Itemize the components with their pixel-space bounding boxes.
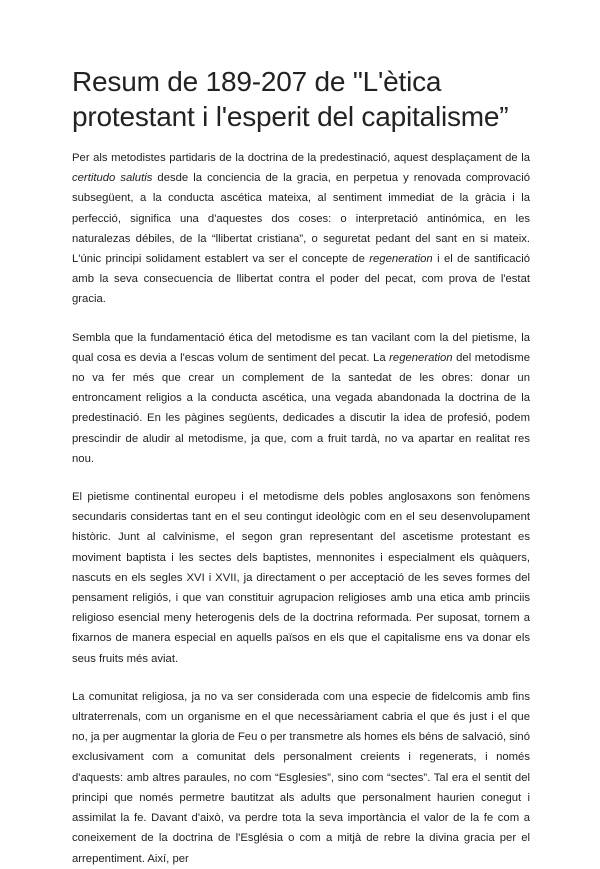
title-line-1: Resum de 189-207 de "L'ètica bbox=[72, 66, 442, 97]
text-run: i el de santificació amb la seva consecuencia de llibertat contra el poder del pecat, com prova de l'estat gracia. bbox=[72, 253, 530, 306]
paragraph bbox=[72, 487, 530, 669]
paragraph bbox=[72, 148, 530, 310]
title-line-2: protestant i l'esperit del capitalisme” bbox=[72, 101, 509, 132]
text-run: El pietisme continental europeu i el metodisme dels pobles anglosaxons son fenòmens secundaris considertas tant en el seu contingut ideològic com en el seu desenvolupament històric. Junt al calvinisme, el segon gran representant del ascetisme protestant es moviment baptista i les sectes dels baptistes, mennonites i especialment els quàquers, nascuts en els segles XVI i XVII, ja directament o per acceptació de les seves formes del pensament religiós, i que van constituir agrupacion religioses amb una etica amb princiis religioso esencial meny heterogenis dels de la doctrina reformada. Per suposat, tornem a fixarnos de manera especial en aquells països en els que el capitalisme ens va donar els seus fruits més aviat. bbox=[72, 491, 530, 665]
document-title bbox=[72, 64, 530, 134]
paragraph bbox=[72, 687, 530, 869]
italic-term: regeneration bbox=[369, 253, 433, 266]
text-run: Per als metodistes partidaris de la doctrina de la predestinació, aquest desplaçament de la bbox=[72, 152, 530, 164]
text-run: del metodisme no va fer més que crear un complement de la santedat de les obres: donar un entroncament religios a la conducta ascética, una vegada abandonada la doctrina de la predestinació. En les pàgines següents, dedicades a discutir la idea de profesió, podem prescindir de aludir al metodisme, ja que, com a fruit tardà, no va apartar en realitat res nou. bbox=[72, 351, 530, 465]
italic-term: regeneration bbox=[389, 351, 453, 364]
document-body bbox=[72, 148, 530, 869]
italic-term: certitudo salutis bbox=[72, 172, 153, 185]
paragraph bbox=[72, 328, 530, 469]
text-run: La comunitat religiosa, ja no va ser considerada com una especie de fidelcomis amb fins ultraterrenals, com un organisme en el que necessàriament cabria el que és just i el que no, ja per augmentar la gloria de Feu o per transmetre als homes els béns de salvació, sinó exclusivament com a comunitat dels personalment creients i regenerats, i només d'aquests: amb altres paraules, no com “Esglesies”, sino com “sectes”. Tal era el sentit del principi que només permetre bautitzat als adults que personalment haurien conegut i assimilat la fe. Davant d'això, va perdre tota la seva importància el valor de la fe com a coneixement de la doctrina de l'Església o com a mitjà de rebre la divina gracia per el arrepentiment. Així, per bbox=[72, 690, 530, 865]
text-run: desde la conciencia de la gracia, en perpetua y renovada comprovació subsegüent, a la conducta ascética mateixa, al sentiment immediat de la gràcia i la perfecció, significa una d'aquestes dos coses: o interpretació antinómica, en les naturalezas débiles, de la “llibertat cristiana”, o seguretat pedant del sant en si mateix. L'únic principi solidament establert va ser el concepte de bbox=[72, 172, 530, 266]
text-run: Sembla que la fundamentació ética del metodisme es tan vacilant com la del pietisme, la qual cosa es devia a l'escas volum de sentiment del pecat. La bbox=[72, 331, 530, 364]
